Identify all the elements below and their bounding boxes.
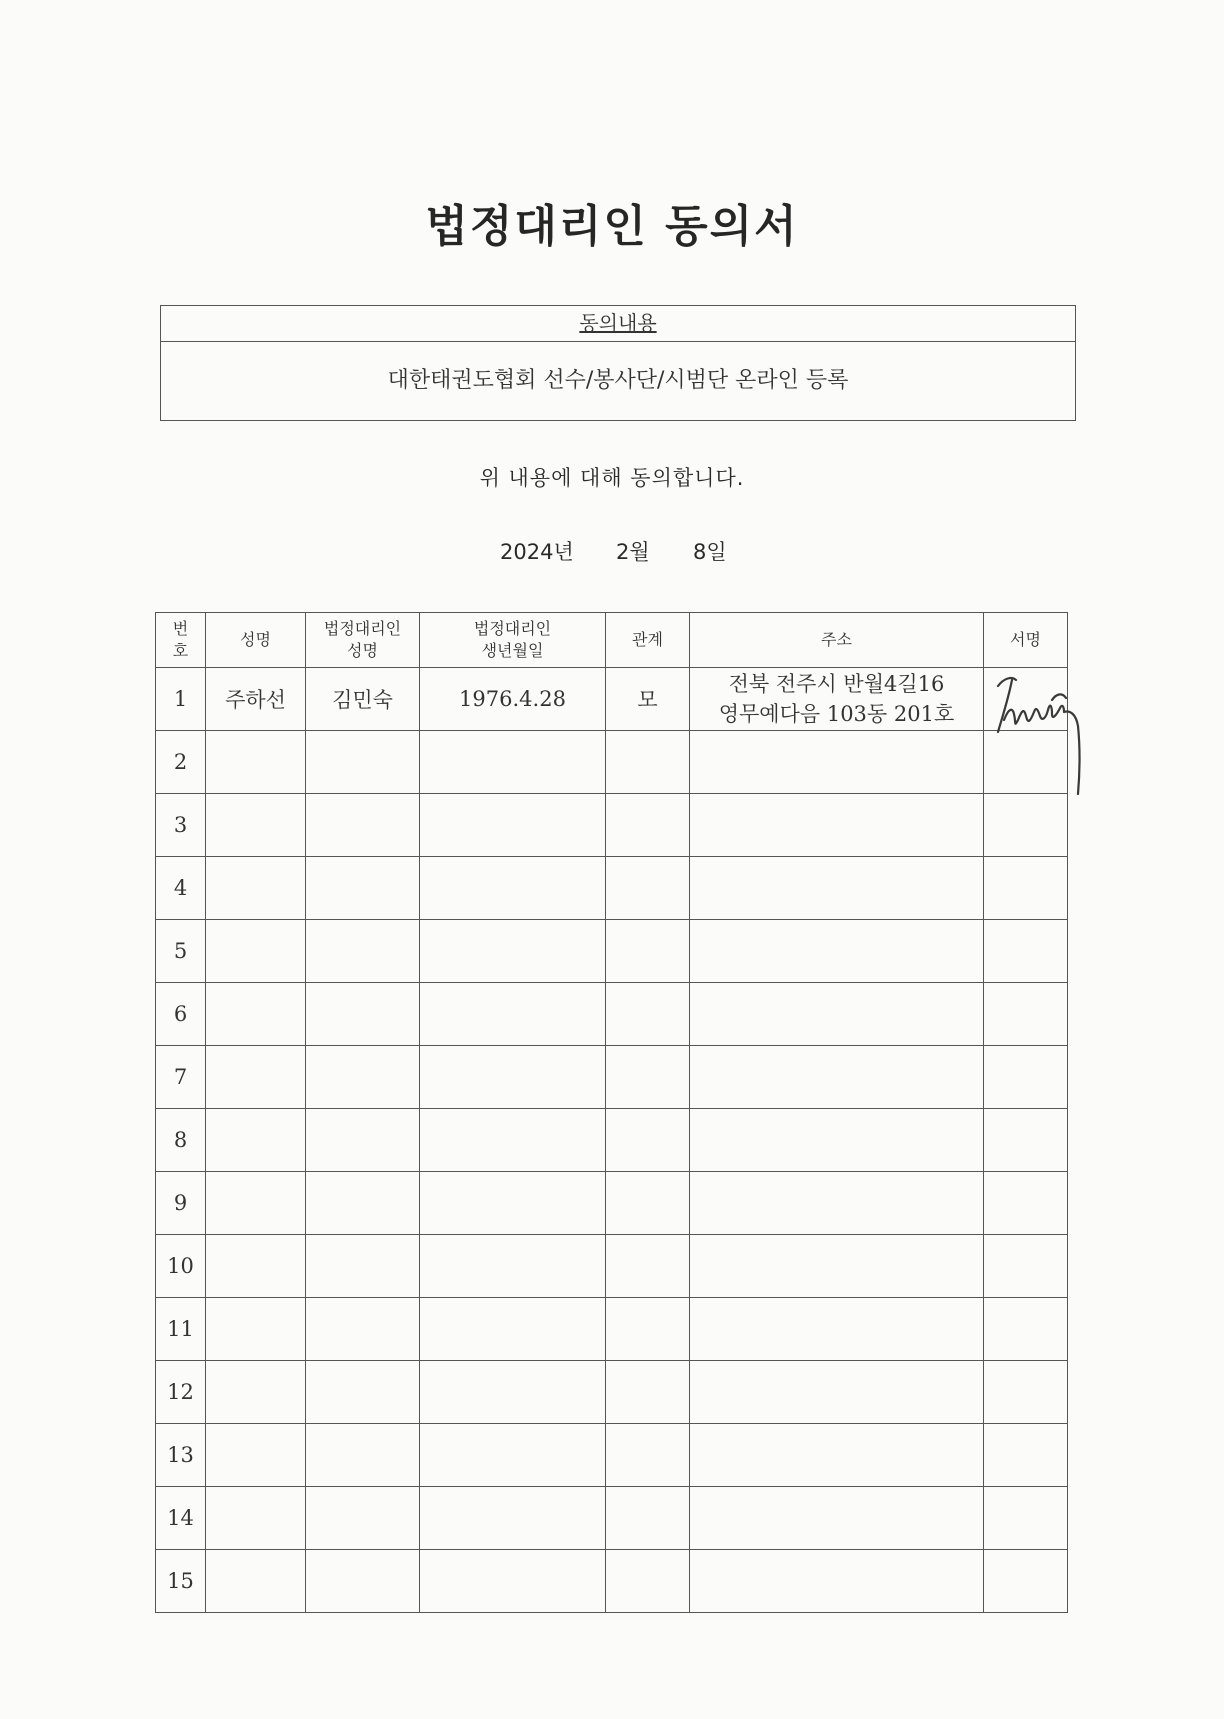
row-name (206, 983, 306, 1046)
row-name (206, 1109, 306, 1172)
document-date (0, 536, 1224, 564)
row-number: 10 (156, 1235, 206, 1298)
row-name (206, 731, 306, 794)
row-guardian-name (306, 794, 420, 857)
table-row (156, 1235, 1068, 1298)
agreement-statement: 위 내용에 대해 동의합니다. (479, 466, 745, 490)
row-guardian-birth (420, 1235, 606, 1298)
row-address (690, 920, 984, 983)
row-number: 8 (156, 1109, 206, 1172)
row-guardian-name (306, 1361, 420, 1424)
row-relation (606, 1550, 690, 1613)
row-guardian-name (306, 1487, 420, 1550)
row-address (690, 983, 984, 1046)
row-address (690, 1235, 984, 1298)
table-row (156, 731, 1068, 794)
row-number: 5 (156, 920, 206, 983)
row-guardian-birth (420, 794, 606, 857)
row-guardian-name (306, 920, 420, 983)
header-guardian-birth-line2: 생년월일 (481, 641, 544, 660)
row-address (690, 794, 984, 857)
row-guardian-birth (420, 1298, 606, 1361)
header-number (156, 613, 206, 668)
row-relation (606, 1235, 690, 1298)
row-name (206, 1298, 306, 1361)
row-name (206, 1487, 306, 1550)
row-signature (984, 983, 1068, 1046)
row-signature (984, 1487, 1068, 1550)
row-signature (984, 920, 1068, 983)
row-address (690, 1109, 984, 1172)
consent-heading-text: 동의내용 (579, 311, 657, 335)
row-guardian-name (306, 1172, 420, 1235)
row-number: 6 (156, 983, 206, 1046)
row-guardian-birth (420, 1487, 606, 1550)
row-relation (606, 794, 690, 857)
header-relation: 관계 (606, 613, 690, 668)
row-signature (984, 857, 1068, 920)
row-number: 14 (156, 1487, 206, 1550)
row-signature (984, 1046, 1068, 1109)
row-signature (984, 668, 1068, 731)
table-row (156, 857, 1068, 920)
date-day: 8일 (693, 540, 727, 564)
row-guardian-birth (420, 1550, 606, 1613)
row-name (206, 1424, 306, 1487)
row-number: 15 (156, 1550, 206, 1613)
header-number-line1: 번 (172, 619, 189, 638)
table-row (156, 1172, 1068, 1235)
row-number: 7 (156, 1046, 206, 1109)
row-address (690, 1550, 984, 1613)
header-guardian-birth (420, 613, 606, 668)
row-name (206, 1361, 306, 1424)
row-guardian-name (306, 1235, 420, 1298)
row-name (206, 794, 306, 857)
row-relation (606, 983, 690, 1046)
date-year: 2024년 (500, 540, 574, 564)
row-address (690, 731, 984, 794)
row-relation: 모 (606, 668, 690, 731)
header-guardian-birth-line1: 법정대리인 (473, 619, 552, 638)
row-relation (606, 1109, 690, 1172)
row-relation (606, 1298, 690, 1361)
row-relation (606, 1172, 690, 1235)
header-guardian-name (306, 613, 420, 668)
row-relation (606, 1361, 690, 1424)
row-name (206, 857, 306, 920)
row-guardian-birth (420, 1046, 606, 1109)
date-month: 2월 (616, 540, 650, 564)
row-number: 3 (156, 794, 206, 857)
row-guardian-birth (420, 731, 606, 794)
row-guardian-name (306, 983, 420, 1046)
row-name (206, 920, 306, 983)
row-address (690, 1361, 984, 1424)
row-number: 13 (156, 1424, 206, 1487)
row-address (690, 1046, 984, 1109)
header-signature: 서명 (984, 613, 1068, 668)
row-relation (606, 920, 690, 983)
row-guardian-name (306, 857, 420, 920)
row-relation (606, 731, 690, 794)
row-address (690, 1298, 984, 1361)
row-guardian-name (306, 1298, 420, 1361)
row-number: 11 (156, 1298, 206, 1361)
table-row (156, 920, 1068, 983)
row-relation (606, 1487, 690, 1550)
table-row (156, 668, 1068, 731)
row-address (690, 668, 984, 731)
row-address (690, 1487, 984, 1550)
row-guardian-birth (420, 1424, 606, 1487)
row-relation (606, 1424, 690, 1487)
row-guardian-birth (420, 1361, 606, 1424)
row-number: 4 (156, 857, 206, 920)
row-signature (984, 794, 1068, 857)
table-row (156, 1046, 1068, 1109)
row-name (206, 1172, 306, 1235)
row-guardian-name (306, 1550, 420, 1613)
row-guardian-birth (420, 857, 606, 920)
table-row (156, 1298, 1068, 1361)
table-row (156, 1424, 1068, 1487)
row-guardian-birth: 1976.4.28 (420, 668, 606, 731)
row-address (690, 857, 984, 920)
table-row (156, 983, 1068, 1046)
row-signature (984, 1550, 1068, 1613)
table-row (156, 1550, 1068, 1613)
row-guardian-birth (420, 983, 606, 1046)
header-name: 성명 (206, 613, 306, 668)
row-relation (606, 857, 690, 920)
row-name (206, 1235, 306, 1298)
header-guardian-name-line1: 법정대리인 (323, 619, 402, 638)
table-row (156, 1361, 1068, 1424)
row-number: 9 (156, 1172, 206, 1235)
consent-box-body: 대한태권도협회 선수/봉사단/시범단 온라인 등록 (387, 368, 849, 393)
row-signature (984, 1298, 1068, 1361)
row-guardian-name (306, 1109, 420, 1172)
row-signature (984, 1109, 1068, 1172)
row-signature (984, 1172, 1068, 1235)
row-guardian-birth (420, 1172, 606, 1235)
header-guardian-name-line2: 성명 (347, 641, 378, 660)
row-name (206, 1550, 306, 1613)
row-guardian-name (306, 1046, 420, 1109)
row-number: 12 (156, 1361, 206, 1424)
table-row (156, 794, 1068, 857)
row-signature (984, 1235, 1068, 1298)
row-address (690, 1424, 984, 1487)
row-guardian-birth (420, 1109, 606, 1172)
row-address-line2: 영무예다음 103동 201호 (718, 702, 955, 726)
consent-box-heading (161, 306, 1075, 342)
row-guardian-name: 김민숙 (306, 668, 420, 731)
row-relation (606, 1046, 690, 1109)
row-guardian-birth (420, 920, 606, 983)
handwritten-signature (990, 670, 1090, 800)
row-signature (984, 1424, 1068, 1487)
table-row (156, 1487, 1068, 1550)
document-title: 법정대리인 동의서 (425, 201, 799, 252)
row-signature (984, 1361, 1068, 1424)
row-address-line1: 전북 전주시 반월4길16 (728, 672, 945, 696)
header-number-line2: 호 (172, 641, 189, 660)
row-name (206, 1046, 306, 1109)
header-address: 주소 (690, 613, 984, 668)
row-guardian-name (306, 1424, 420, 1487)
row-number: 1 (156, 668, 206, 731)
row-name: 주하선 (206, 668, 306, 731)
table-header-row (156, 613, 1068, 668)
row-guardian-name (306, 731, 420, 794)
row-address (690, 1172, 984, 1235)
guardian-roster-table (155, 612, 1068, 1613)
consent-content-box (160, 305, 1076, 421)
row-number: 2 (156, 731, 206, 794)
table-row (156, 1109, 1068, 1172)
